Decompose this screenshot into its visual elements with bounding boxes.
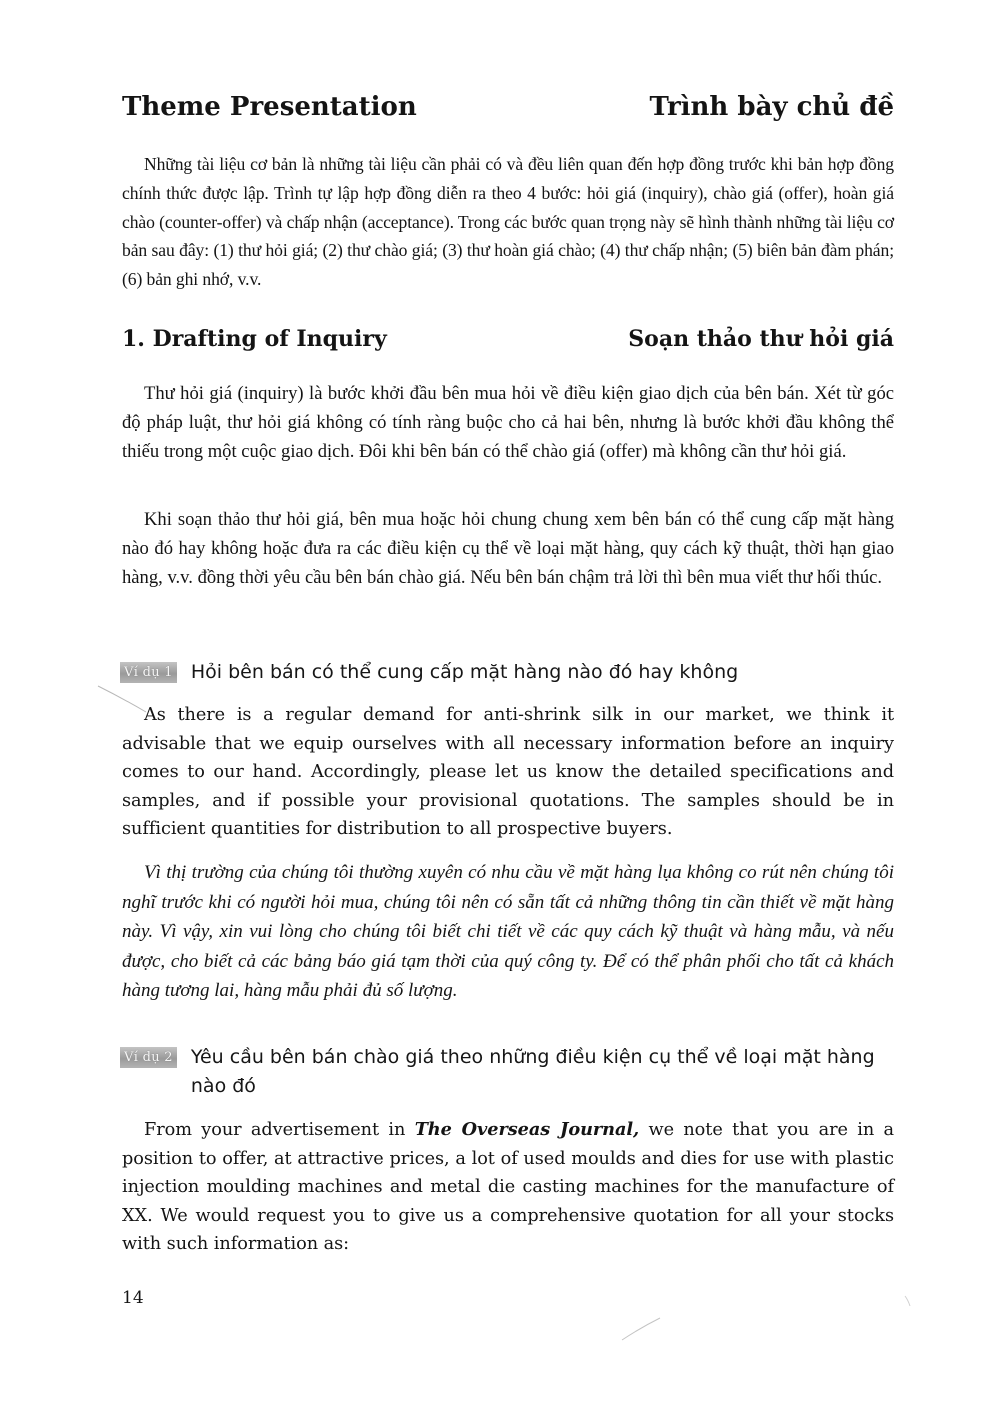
- section-heading: [122, 326, 894, 352]
- section-title-vi: Soạn thảo thư hỏi giá: [628, 326, 894, 352]
- inquiry-paragraph-1: Thư hỏi giá (inquiry) là bước khởi đầu bên mua hỏi về điều kiện giao dịch của bên bán. Xét từ góc độ pháp luật, thư hỏi giá không có tính ràng buộc cho cả hai bên, nhưng là bước khởi đầu không thể thiếu trong một cuộc giao dịch. Đôi khi bên bán có thể chào giá (offer) mà không cần thư hỏi giá.: [122, 383, 894, 462]
- example-1-heading: [120, 658, 896, 687]
- inquiry-paragraph-2: Khi soạn thảo thư hỏi giá, bên mua hoặc hỏi chung chung xem bên bán có thể cung cấp mặt hàng nào đó hay không hoặc đưa ra các điều kiện cụ thể về loại mặt hàng, quy cách kỹ thuật, thời hạn giao hàng, v.v. đồng thời yêu cầu bên bán chào giá. Nếu bên bán chậm trả lời thì bên mua viết thư hối thúc.: [122, 509, 894, 588]
- example-2-english-text: [122, 1116, 894, 1259]
- theme-title-vi: Trình bày chủ đề: [649, 92, 894, 122]
- example-1-badge: Ví dụ 1: [120, 662, 177, 683]
- theme-title-en: Theme Presentation: [122, 92, 417, 122]
- example-1-english-text: As there is a regular demand for anti-shrink silk in our market, we think it advisable that we equip ourselves with all necessary information before an inquiry comes to our hand. Accordingly, please let us know the detailed specifications and samples, and if possible your provisional quotations. The samples should be in sufficient quantities for distribution to all prospective buyers.: [122, 705, 894, 839]
- example-2-text-start: From your advertisement in: [144, 1120, 415, 1140]
- example-2-badge: Ví dụ 2: [120, 1047, 177, 1068]
- theme-heading: [122, 92, 894, 122]
- example-2-title: Yêu cầu bên bán chào giá theo những điều kiện cụ thể về loại mặt hàng nào đó: [190, 1046, 875, 1097]
- section-title-en: 1. Drafting of Inquiry: [122, 326, 387, 352]
- journal-title: The Overseas Journal,: [414, 1119, 640, 1140]
- pen-stroke-2: [622, 1318, 660, 1340]
- example-1-vietnamese-translation: Vì thị trường của chúng tôi thường xuyên có nhu cầu về mặt hàng lụa không co rút nên chúng tôi nghĩ trước khi có người hỏi mua, chúng tôi nên có sẵn tất cả những thông tin cần thiết về mặt hàng này. Vì vậy, xin vui lòng cho chúng tôi biết chi tiết về các quy cách kỹ thuật và hàng mẫu, và nếu được, cho biết cả các bảng báo giá tạm thời của quý công ty. Để có thể phân phối cho tất cả khách hàng tương lai, hàng mẫu phải đủ số lượng.: [122, 862, 894, 1001]
- example-2-text-end: we note that you are in a position to offer, at attractive prices, a lot of used moulds and dies for use with plastic injection moulding machines and metal die casting machines for the manufacture of XX. We would request you to give us a comprehensive quotation for all your stocks with such information as:: [122, 1120, 894, 1254]
- example-2-heading: [120, 1043, 896, 1101]
- theme-intro-paragraph: Những tài liệu cơ bản là những tài liệu cần phải có và đều liên quan đến hợp đồng trước khi bản hợp đồng chính thức được lập. Trình tự lập hợp đồng diễn ra theo 4 bước: hỏi giá (inquiry), chào giá (offer), hoàn giá chào (counter-offer) và chấp nhận (acceptance). Trong các bước quan trọng này sẽ hình thành những tài liệu cơ bản sau đây: (1) thư hỏi giá; (2) thư chào giá; (3) thư hoàn giá chào; (4) thư chấp nhận; (5) biên bản đàm phán; (6) bản ghi nhớ, v.v.: [122, 154, 894, 290]
- page-number: 14: [122, 1288, 144, 1308]
- example-1-title: Hỏi bên bán có thể cung cấp mặt hàng nào đó hay không: [190, 661, 739, 683]
- pen-stroke-3: [905, 1296, 910, 1306]
